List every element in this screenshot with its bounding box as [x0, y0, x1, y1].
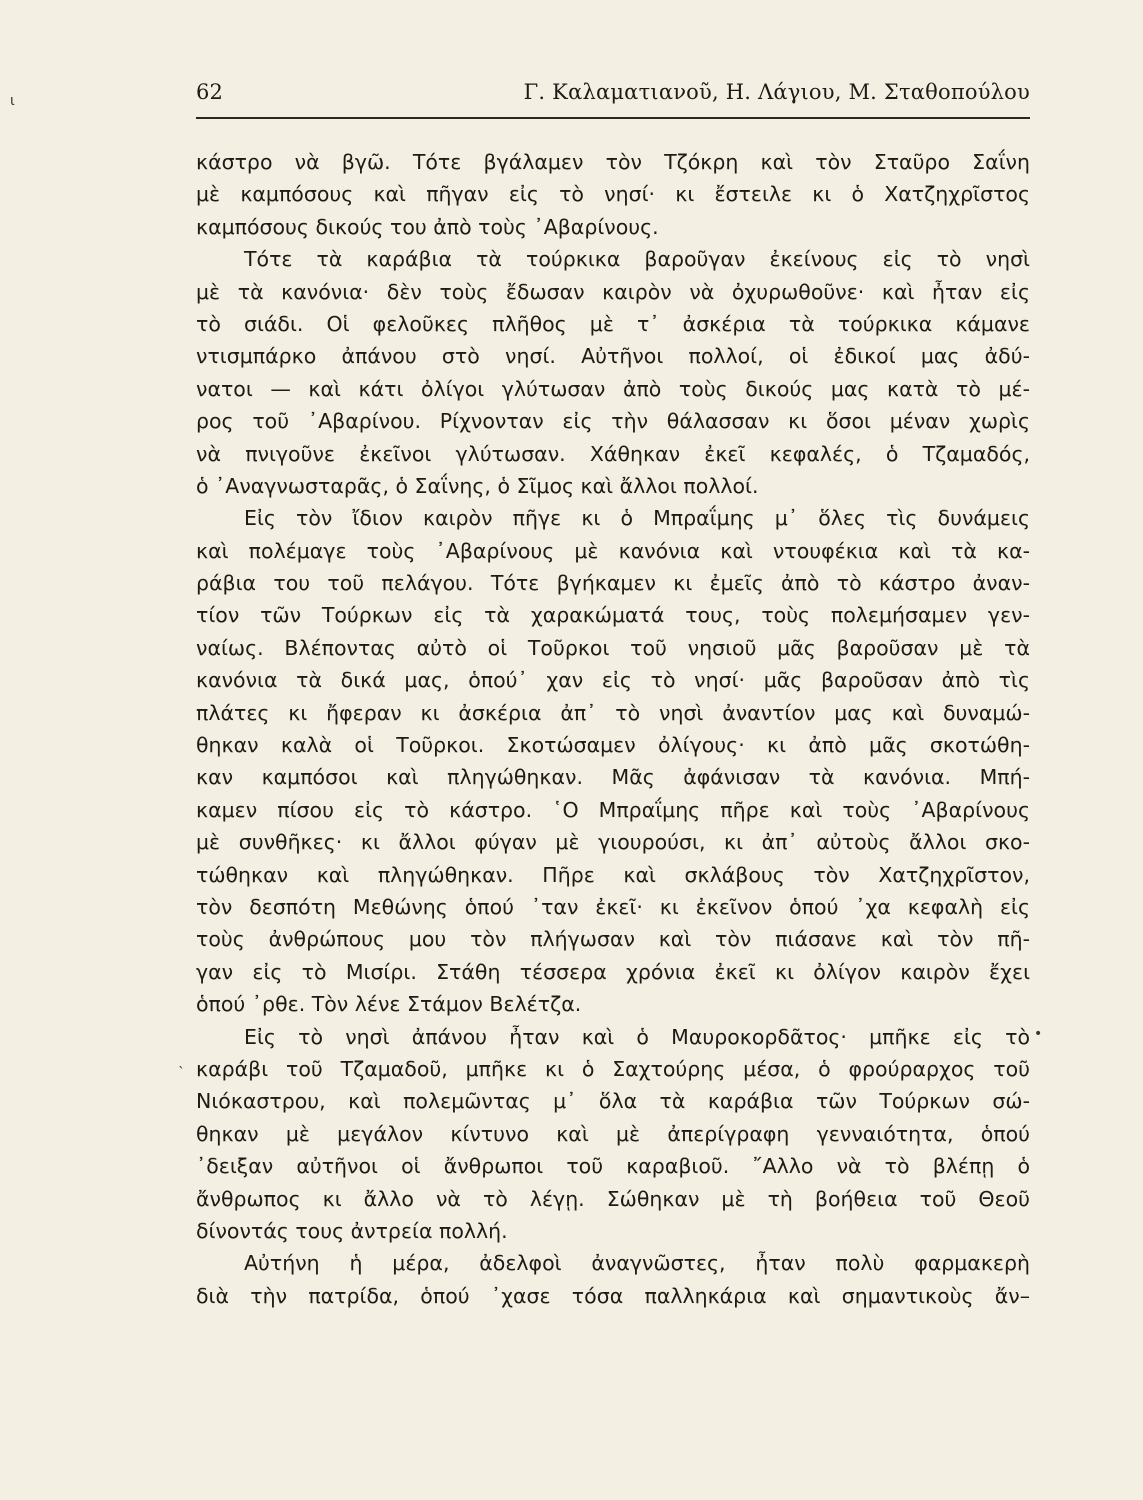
- running-head-authors: Γ. Καλαματιανοῦ, Η. Λάγιου, Μ. Σταθοπούλου: [523, 80, 1030, 104]
- text-line: ὁπού ᾿ρθε. Τὸν λένε Στάμον Βελέτζα.: [196, 992, 582, 1017]
- text-line: Τότε τὰ καράβια τὰ τούρκικα βαροῦγαν ἐκείνους εἰς τὸ νησὶ: [244, 247, 1030, 272]
- text-line: Αὐτήνη ἡ μέρα, ἀδελφοὶ ἀναγνῶστες, ἦταν πολὺ φαρμακερὴ: [244, 1251, 1030, 1276]
- header-rule: [196, 117, 1030, 119]
- text-line: ράβια του τοῦ πελάγου. Τότε βγήκαμεν κι ἐμεῖς ἀπὸ τὸ κάστρο ἀναν-: [196, 571, 1030, 596]
- text-line: κανόνια τὰ δικά μας, ὁπού᾿ χαν εἰς τὸ νησί· μᾶς βαροῦσαν ἀπὸ τὶς: [196, 668, 1030, 693]
- text-line: καράβι τοῦ Τζαμαδοῦ, μπῆκε κι ὁ Σαχτούρης μέσα, ὁ φρούραρχος τοῦ: [196, 1056, 1030, 1081]
- text-line: νατοι — καὶ κάτι ὀλίγοι γλύτωσαν ἀπὸ τοὺς δικούς μας κατὰ τὸ μέ-: [196, 376, 1030, 401]
- text-line: Νιόκαστρου, καὶ πολεμῶντας μ᾿ ὅλα τὰ καράβια τῶν Τούρκων σώ-: [196, 1089, 1030, 1114]
- text-line: ἄνθρωπος κι ἄλλο νὰ τὸ λέγῃ. Σώθηκαν μὲ τὴ βοήθεια τοῦ Θεοῦ: [196, 1186, 1030, 1211]
- margin-tick: ˎ: [178, 1053, 185, 1069]
- text-line: μὲ καμπόσους καὶ πῆγαν εἰς τὸ νησί· κι ἔστειλε κι ὁ Χατζηχρῖστος: [196, 182, 1030, 207]
- text-line: Εἰς τὸ νησὶ ἀπάνου ἦταν καὶ ὁ Μαυροκορδᾶτος· μπῆκε εἰς τὸ: [244, 1024, 1030, 1049]
- text-line: ρος τοῦ ᾿Αβαρίνου. Ρίχνονταν εἰς τὴν θάλασσαν κι ὅσοι μέναν χωρὶς: [196, 409, 1030, 434]
- text-line: καν καμπόσοι καὶ πληγώθηκαν. Μᾶς ἀφάνισαν τὰ κανόνια. Μπή-: [196, 765, 1030, 790]
- text-line: θηκαν μὲ μεγάλον κίντυνο καὶ μὲ ἀπερίγραφη γενναιότητα, ὁπού: [196, 1121, 1030, 1146]
- text-line: δίνοντάς τους ἀντρεία πολλή.: [196, 1218, 508, 1243]
- paragraph: [196, 146, 1030, 243]
- text-line: ντισμπάρκο ἀπάνου στὸ νησί. Αὐτῆνοι πολλοί, οἱ ἐδικοί μας ἀδύ-: [196, 344, 1030, 369]
- text-line: νὰ πνιγοῦνε ἐκεῖνοι γλύτωσαν. Χάθηκαν ἐκεῖ κεφαλές, ὁ Τζαμαδός,: [196, 441, 1030, 466]
- text-line: τώθηκαν καὶ πληγώθηκαν. Πῆρε καὶ σκλάβους τὸν Χατζηχρῖστον,: [196, 862, 1030, 887]
- text-line: κάστρο νὰ βγῶ. Τότε βγάλαμεν τὸν Τζόκρη καὶ τὸν Σταῦρο Σαΐνη: [196, 150, 1030, 174]
- text-line: καμεν πίσου εἰς τὸ κάστρο. ῾Ο Μπραΐμης πῆρε καὶ τοὺς ᾿Αβαρίνους: [196, 797, 1030, 822]
- text-line: μὲ τὰ κανόνια· δὲν τοὺς ἔδωσαν καιρὸν νὰ ὀχυρωθοῦνε· καὶ ἦταν εἰς: [196, 279, 1030, 304]
- text-line: τὸ σιάδι. Οἱ φελοῦκες πλῆθος μὲ τ᾿ ἀσκέρια τὰ τούρκικα κάμανε: [196, 311, 1030, 336]
- margin-mark: ι: [10, 93, 15, 109]
- text-line: καμπόσους δικούς του ἀπὸ τοὺς ᾿Αβαρίνους.: [196, 214, 659, 239]
- text-line: τὸν δεσπότη Μεθώνης ὁπού ᾿ταν ἐκεῖ· κι ἐκεῖνον ὁπού ᾿χα κεφαλὴ εἰς: [196, 894, 1030, 919]
- running-head: [196, 80, 1030, 112]
- text-line: μὲ συνθῆκες· κι ἄλλοι φύγαν μὲ γιουρούσι, κι ἀπ᾿ αὐτοὺς ἄλλοι σκο-: [196, 830, 1030, 855]
- body-text: [196, 146, 1030, 1312]
- text-line: Εἰς τὸν ἴδιον καιρὸν πῆγε κι ὁ Μπραΐμης μ᾿ ὅλες τὶς δυνάμεις: [244, 506, 1030, 531]
- text-line: ὁ ᾿Αναγνωσταρᾶς, ὁ Σαΐνης, ὁ Σῖμος καὶ ἄλλοι πολλοί.: [196, 473, 759, 498]
- text-line: ᾿δειξαν αὐτῆνοι οἱ ἄνθρωποι τοῦ καραβιοῦ. ῎Αλλο νὰ τὸ βλέπῃ ὁ: [196, 1154, 1030, 1179]
- paragraph: [196, 1247, 1030, 1312]
- page-number: 62: [196, 80, 224, 104]
- text-line: διὰ τὴν πατρίδα, ὁπού ᾿χασε τόσα παλληκάρια καὶ σημαντικοὺς ἄν–: [196, 1283, 1030, 1308]
- margin-dot: •: [1034, 1026, 1043, 1042]
- text-line: πλάτες κι ἤφεραν κι ἀσκέρια ἀπ᾿ τὸ νησὶ ἀναντίον μας καὶ δυναμώ-: [196, 700, 1030, 725]
- text-line: ναίως. Βλέποντας αὐτὸ οἱ Τοῦρκοι τοῦ νησιοῦ μᾶς βαροῦσαν μὲ τὰ: [196, 635, 1030, 660]
- paragraph: [196, 1021, 1030, 1248]
- paragraph: [196, 243, 1030, 502]
- paragraph: [196, 502, 1030, 1020]
- text-line: θηκαν καλὰ οἱ Τοῦρκοι. Σκοτώσαμεν ὀλίγους· κι ἀπὸ μᾶς σκοτώθη-: [196, 733, 1030, 758]
- text-line: γαν εἰς τὸ Μισίρι. Στάθη τέσσερα χρόνια ἐκεῖ κι ὀλίγον καιρὸν ἔχει: [196, 959, 1030, 984]
- text-line: τοὺς ἀνθρώπους μου τὸν πλήγωσαν καὶ τὸν πιάσανε καὶ τὸν πῆ-: [196, 927, 1030, 952]
- text-line: τίον τῶν Τούρκων εἰς τὰ χαρακώματά τους, τοὺς πολεμήσαμεν γεν-: [196, 603, 1030, 628]
- text-line: καὶ πολέμαγε τοὺς ᾿Αβαρίνους μὲ κανόνια καὶ ντουφέκια καὶ τὰ κα-: [196, 538, 1030, 563]
